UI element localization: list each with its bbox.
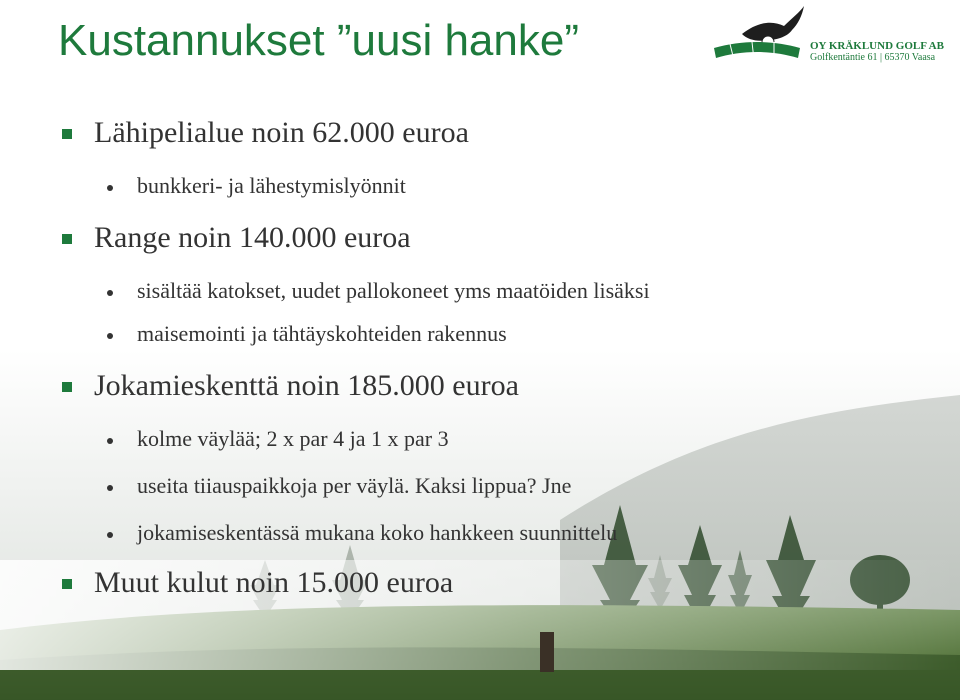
round-bullet-icon: [107, 290, 113, 296]
bullet-item: Lähipelialue noin 62.000 euroa: [94, 116, 469, 149]
bullet-item: Range noin 140.000 euroa: [94, 221, 411, 254]
bullet-item: Jokamieskenttä noin 185.000 euroa: [94, 369, 519, 402]
round-bullet-icon: [107, 438, 113, 444]
round-bullet-icon: [107, 532, 113, 538]
sub-bullet-item: useita tiiauspaikkoja per väylä. Kaksi lippua? Jne: [137, 473, 572, 498]
square-bullet-icon: [62, 129, 72, 139]
sub-bullet-item: sisältää katokset, uudet pallokoneet yms maatöiden lisäksi: [137, 278, 650, 303]
square-bullet-icon: [62, 579, 72, 589]
sub-bullet-item: kolme väylää; 2 x par 4 ja 1 x par 3: [137, 426, 449, 451]
logo-company-name: OY KRÄKLUND GOLF AB: [810, 40, 944, 52]
round-bullet-icon: [107, 485, 113, 491]
square-bullet-icon: [62, 382, 72, 392]
round-bullet-icon: [107, 333, 113, 339]
sub-bullet-item: maisemointi ja tähtäyskohteiden rakennus: [137, 321, 507, 346]
sub-bullet-item: jokamiseskentässä mukana koko hankkeen suunnittelu: [137, 520, 618, 545]
logo-address: Golfkentäntie 61 | 65370 Vaasa: [810, 52, 936, 63]
round-bullet-icon: [107, 185, 113, 191]
slide-title: Kustannukset ”uusi hanke”: [58, 16, 579, 65]
bullet-item: Muut kulut noin 15.000 euroa: [94, 566, 454, 599]
square-bullet-icon: [62, 234, 72, 244]
sub-bullet-item: bunkkeri- ja lähestymislyönnit: [137, 173, 406, 198]
